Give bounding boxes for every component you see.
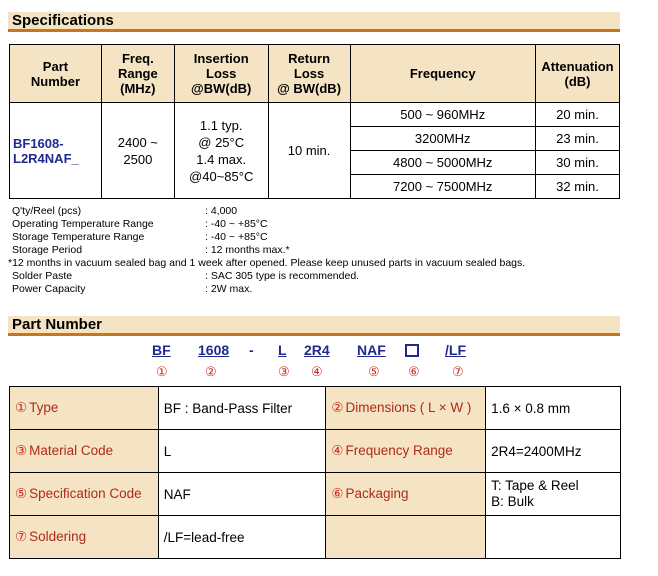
pn-key-packaging: ⑥ Packaging xyxy=(326,473,486,516)
marker-2: ② xyxy=(205,364,217,379)
header-part-number: Part Number xyxy=(10,45,102,103)
marker-3: ③ xyxy=(278,364,290,379)
table-row xyxy=(10,430,621,473)
pn-key-frequency-range: ④ Frequency Range xyxy=(326,430,486,473)
pn-value-packaging: T: Tape & Reel B: Bulk xyxy=(486,473,621,516)
pn-segment-soldering: /LF xyxy=(445,342,466,358)
return-loss-cell: 10 min. xyxy=(268,103,350,199)
note-value: : SAC 305 type is recommended. xyxy=(205,270,360,282)
frequency-cell: 3200MHz xyxy=(350,127,535,151)
note-label: Storage Period xyxy=(12,244,83,256)
pn-empty-value-cell xyxy=(486,516,621,559)
header-insertion-loss: Insertion Loss @BW(dB) xyxy=(174,45,268,103)
attenuation-cell: 20 min. xyxy=(535,103,619,127)
attenuation-cell: 23 min. xyxy=(535,127,619,151)
pn-key-spec-code: ⑤ Specification Code xyxy=(10,473,159,516)
part-number-table xyxy=(9,386,621,559)
note-label: Storage Temperature Range xyxy=(12,231,145,243)
part-number-cell: BF1608- L2R4NAF_ xyxy=(10,103,102,199)
note-label: Power Capacity xyxy=(12,283,86,295)
frequency-cell: 500 ~ 960MHz xyxy=(350,103,535,127)
spec-header-row xyxy=(10,45,620,103)
pn-dash: - xyxy=(249,342,254,358)
pn-segment-spec-code: NAF xyxy=(357,342,386,358)
header-freq-range: Freq. Range (MHz) xyxy=(101,45,174,103)
table-row xyxy=(10,473,621,516)
insertion-loss-cell: 1.1 typ. @ 25°C 1.4 max. @40~85°C xyxy=(174,103,268,199)
table-row xyxy=(10,516,621,559)
pn-segment-material: L xyxy=(278,342,287,358)
marker-6: ⑥ xyxy=(408,364,420,379)
pn-segment-dimensions: 1608 xyxy=(198,342,230,358)
note-value: : -40 ~ +85°C xyxy=(205,231,268,243)
pn-key-type: ① Type xyxy=(10,387,159,430)
packaging-placeholder-box-icon xyxy=(405,344,419,357)
attenuation-cell: 32 min. xyxy=(535,175,619,199)
specifications-table xyxy=(9,44,620,199)
note-label: Solder Paste xyxy=(12,270,73,282)
pn-key-dimensions: ② Dimensions ( L × W ) xyxy=(326,387,486,430)
attenuation-cell: 30 min. xyxy=(535,151,619,175)
note-value: : -40 ~ +85°C xyxy=(205,218,268,230)
frequency-cell: 4800 ~ 5000MHz xyxy=(350,151,535,175)
note-value: : 4,000 xyxy=(205,205,238,217)
header-frequency: Frequency xyxy=(350,45,535,103)
marker-1: ① xyxy=(156,364,168,379)
note-label: Operating Temperature Range xyxy=(12,218,154,230)
storage-footnote: *12 months in vacuum sealed bag and 1 week after opened. Please keep unused parts in vacuum sealed bags. xyxy=(8,257,526,269)
marker-7: ⑦ xyxy=(452,364,464,379)
freq-range-cell: 2400 ~ 2500 xyxy=(101,103,174,199)
pn-empty-key-cell xyxy=(326,516,486,559)
marker-5: ⑤ xyxy=(368,364,380,379)
note-value: : 12 months max.* xyxy=(205,244,290,256)
pn-segment-type: BF xyxy=(152,342,171,358)
marker-4: ④ xyxy=(311,364,323,379)
pn-value-spec-code: NAF xyxy=(158,473,326,516)
pn-value-dimensions: 1.6 × 0.8 mm xyxy=(486,387,621,430)
spec-row xyxy=(10,103,620,127)
header-return-loss: Return Loss @ BW(dB) xyxy=(268,45,350,103)
header-attenuation: Attenuation (dB) xyxy=(535,45,619,103)
pn-value-material: L xyxy=(158,430,326,473)
specifications-title: Specifications xyxy=(12,12,114,29)
pn-value-frequency-range: 2R4=2400MHz xyxy=(486,430,621,473)
frequency-cell: 7200 ~ 7500MHz xyxy=(350,175,535,199)
part-number-title: Part Number xyxy=(12,316,103,333)
pn-value-type: BF : Band-Pass Filter xyxy=(158,387,326,430)
table-row xyxy=(10,387,621,430)
pn-value-soldering: /LF=lead-free xyxy=(158,516,326,559)
pn-segment-frequency: 2R4 xyxy=(304,342,330,358)
note-value: : 2W max. xyxy=(205,283,253,295)
note-label: Q'ty/Reel (pcs) xyxy=(12,205,82,217)
pn-key-material: ③ Material Code xyxy=(10,430,159,473)
pn-key-soldering: ⑦ Soldering xyxy=(10,516,159,559)
